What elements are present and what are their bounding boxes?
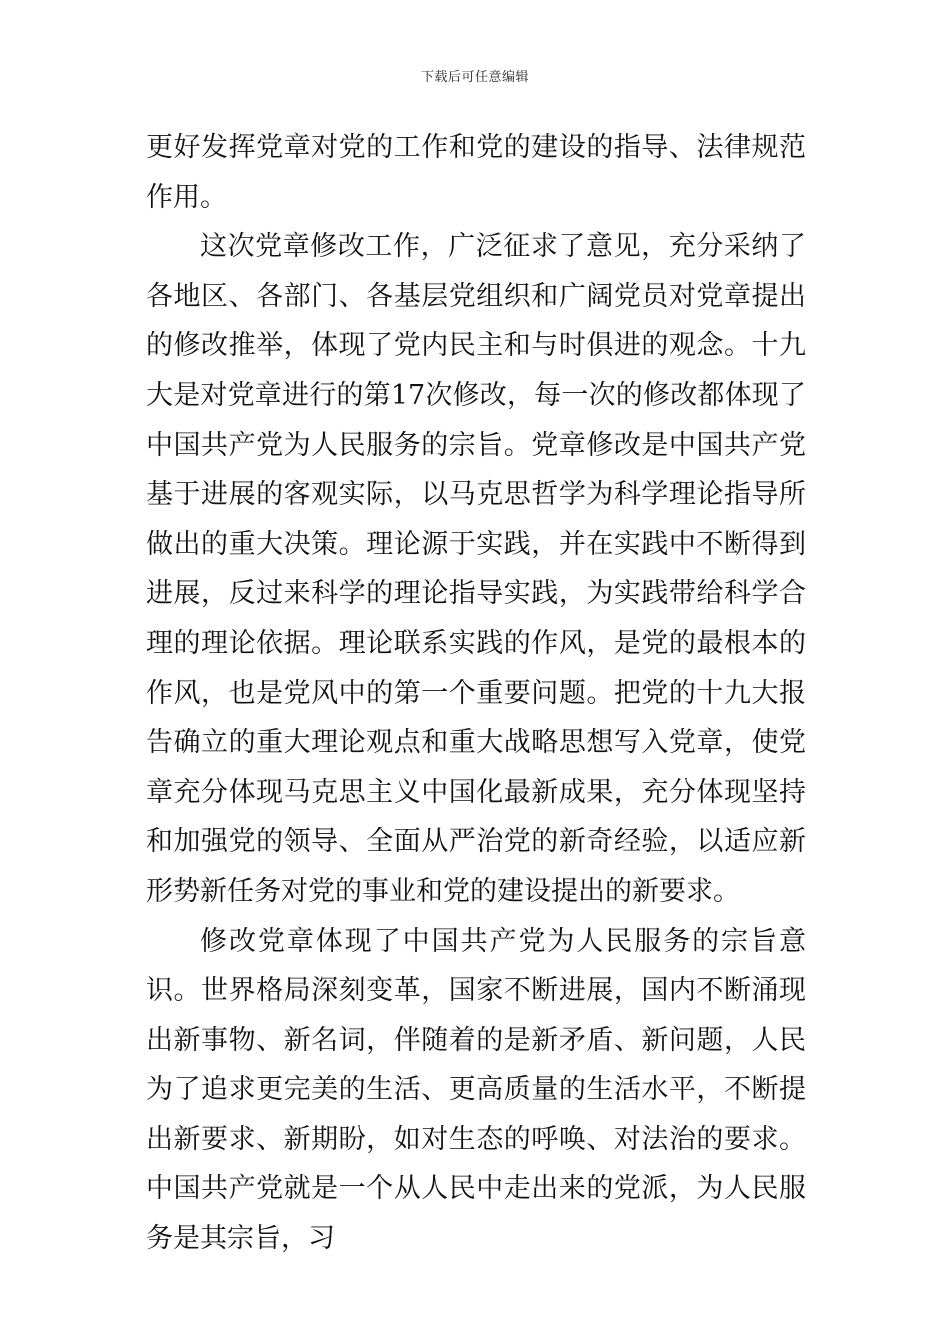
paragraph-3: 修改党章体现了中国共产党为人民服务的宗旨意识。世界格局深刻变革，国家不断进展，国内不断涌现出新事物、新名词，伴随着的是新矛盾、新问题，人民为了追求更完美的生活、更高质量的生活水平，不断提出新要求、新期盼，如对生态的呼唤、对法治的要求。中国共产党就是一个从人民中走出来的党派，为人民服务是其宗旨，习 <box>146 925 806 1255</box>
document-body <box>146 123 806 1264</box>
paragraph-1: 更好发挥党章对党的工作和党的建设的指导、法律规范作用。 <box>146 132 806 213</box>
paragraph-2: 这次党章修改工作，广泛征求了意见，充分采纳了各地区、各部门、各基层党组织和广阔党员对党章提出的修改推举，体现了党内民主和与时俱进的观念。十九大是对党章进行的第17次修改，每一次的修改都体现了中国共产党为人民服务的宗旨。党章修改是中国共产党基于进展的客观实际，以马克思哲学为科学理论指导所做出的重大决策。理论源于实践，并在实践中不断得到进展，反过来科学的理论指导实践，为实践带给科学合理的理论依据。理论联系实践的作风，是党的最根本的作风，也是党风中的第一个重要问题。把党的十九大报告确立的重大理论观点和重大战略思想写入党章，使党章充分体现马克思主义中国化最新成果，充分体现坚持和加强党的领导、全面从严治党的新奇经验，以适应新形势新任务对党的事业和党的建设提出的新要求。 <box>146 231 806 907</box>
page-header: 下载后可任意编辑 <box>420 70 529 85</box>
